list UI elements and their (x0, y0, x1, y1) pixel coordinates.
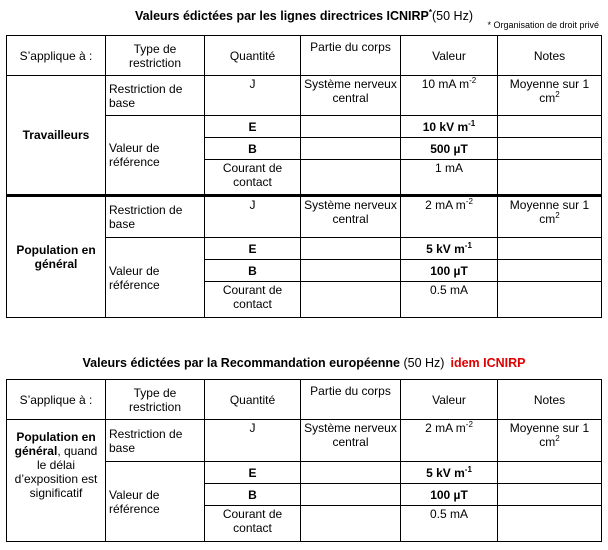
header-body-part: Partie du corps (301, 36, 401, 76)
table2-title-text: Valeurs édictées par la Recommandation européenne (82, 356, 400, 370)
restriction-type-reference: Valeur de référence (106, 238, 205, 318)
notes-text: Moyenne sur 1 cm (509, 77, 590, 105)
notes-cell (498, 462, 602, 484)
restriction-type-reference: Valeur de référence (106, 462, 205, 542)
body-part-cell (301, 238, 401, 260)
group-label-general-public: Population en général (7, 196, 106, 318)
notes-cell (498, 138, 602, 160)
value-sup: -1 (468, 118, 476, 128)
value-text: 2 mA m (425, 198, 466, 212)
body-part-cell: Système nerveux central (301, 76, 401, 116)
table1-title-text: Valeurs édictées par les lignes directrices ICNIRP (135, 9, 429, 23)
notes-text: Moyenne sur 1 cm (509, 198, 590, 226)
value-sup: -1 (464, 464, 472, 474)
table-row (7, 196, 602, 238)
group-label-bold: Population en général (14, 430, 96, 458)
body-part-cell: Système nerveux central (301, 420, 401, 462)
quantity-cell: Courant de contact (205, 506, 301, 542)
notes-cell (498, 196, 602, 238)
body-part-cell (301, 506, 401, 542)
group-label-rest: , quand le délai d’exposition est significatif (14, 444, 98, 500)
eu-recommendation-table (6, 379, 602, 542)
body-part-cell (301, 484, 401, 506)
value-text: 5 kV m (426, 465, 465, 480)
header-notes: Notes (498, 380, 602, 420)
notes-cell (498, 282, 602, 318)
body-part-cell: Système nerveux central (301, 196, 401, 238)
value-cell (401, 138, 498, 160)
value-sup: -2 (469, 76, 477, 85)
value-sup: -1 (464, 240, 472, 250)
footnote: * Organisation de droit privé (487, 20, 599, 30)
header-applies: S’applique à : (7, 380, 106, 420)
quantity-cell: J (205, 196, 301, 238)
quantity-cell: J (205, 420, 301, 462)
header-value: Valeur (401, 380, 498, 420)
quantity-cell: B (205, 138, 301, 160)
body-part-cell (301, 260, 401, 282)
restriction-type-basic: Restriction de base (106, 76, 205, 116)
value-text: 100 µT (430, 263, 468, 278)
notes-cell (498, 506, 602, 542)
table2-title-suffix: (50 Hz) (403, 356, 445, 370)
value-text: 1 mA (434, 161, 463, 175)
table2-title (0, 356, 608, 370)
header-value: Valeur (401, 36, 498, 76)
notes-sup: 2 (555, 434, 560, 443)
notes-cell (498, 238, 602, 260)
value-text: 2 mA m (425, 421, 466, 435)
quantity-cell: E (205, 116, 301, 138)
header-applies: S’applique à : (7, 36, 106, 76)
value-cell (401, 116, 498, 138)
notes-cell (498, 484, 602, 506)
table-row (7, 76, 602, 116)
notes-sup: 2 (555, 211, 560, 220)
value-cell (401, 196, 498, 238)
notes-cell (498, 160, 602, 196)
header-type: Type de restriction (106, 380, 205, 420)
value-cell (401, 260, 498, 282)
header-type: Type de restriction (106, 36, 205, 76)
header-quantity: Quantité (205, 380, 301, 420)
quantity-cell: B (205, 260, 301, 282)
value-text: 10 mA m (421, 77, 470, 91)
table2-title-red: idem ICNIRP (450, 356, 526, 370)
table-header-row (7, 36, 602, 76)
notes-sup: 2 (555, 90, 560, 99)
group-label-workers: Travailleurs (7, 76, 106, 196)
value-cell (401, 484, 498, 506)
value-cell (401, 462, 498, 484)
header-body-part: Partie du corps (301, 380, 401, 420)
table1-title-suffix: (50 Hz) (432, 9, 473, 23)
quantity-cell: E (205, 462, 301, 484)
quantity-cell: Courant de contact (205, 282, 301, 318)
value-cell (401, 160, 498, 196)
header-quantity: Quantité (205, 36, 301, 76)
body-part-cell (301, 116, 401, 138)
header-notes: Notes (498, 36, 602, 76)
value-cell (401, 420, 498, 462)
quantity-cell: J (205, 76, 301, 116)
notes-cell (498, 116, 602, 138)
quantity-cell: B (205, 484, 301, 506)
table-header-row (7, 380, 602, 420)
body-part-cell (301, 160, 401, 196)
restriction-type-reference: Valeur de référence (106, 116, 205, 196)
value-text: 0.5 mA (429, 283, 468, 297)
value-text: 0.5 mA (429, 507, 468, 521)
value-text: 10 kV m (422, 119, 469, 134)
body-part-cell (301, 282, 401, 318)
restriction-type-basic: Restriction de base (106, 196, 205, 238)
restriction-type-basic: Restriction de base (106, 420, 205, 462)
table-row (7, 420, 602, 462)
value-cell (401, 76, 498, 116)
table1-title-sup: * (428, 7, 433, 17)
notes-cell (498, 260, 602, 282)
notes-cell (498, 420, 602, 462)
value-cell (401, 238, 498, 260)
icnirp-table (6, 35, 602, 318)
value-text: 500 µT (430, 141, 468, 156)
quantity-cell: E (205, 238, 301, 260)
group-label-general-public-long (7, 420, 106, 542)
body-part-cell (301, 462, 401, 484)
value-cell (401, 282, 498, 318)
body-part-cell (301, 138, 401, 160)
notes-text: Moyenne sur 1 cm (509, 421, 590, 449)
quantity-cell: Courant de contact (205, 160, 301, 196)
value-sup: -2 (465, 420, 473, 429)
value-sup: -2 (465, 197, 473, 206)
value-text: 100 µT (430, 487, 468, 502)
value-text: 5 kV m (426, 241, 465, 256)
value-cell (401, 506, 498, 542)
notes-cell (498, 76, 602, 116)
